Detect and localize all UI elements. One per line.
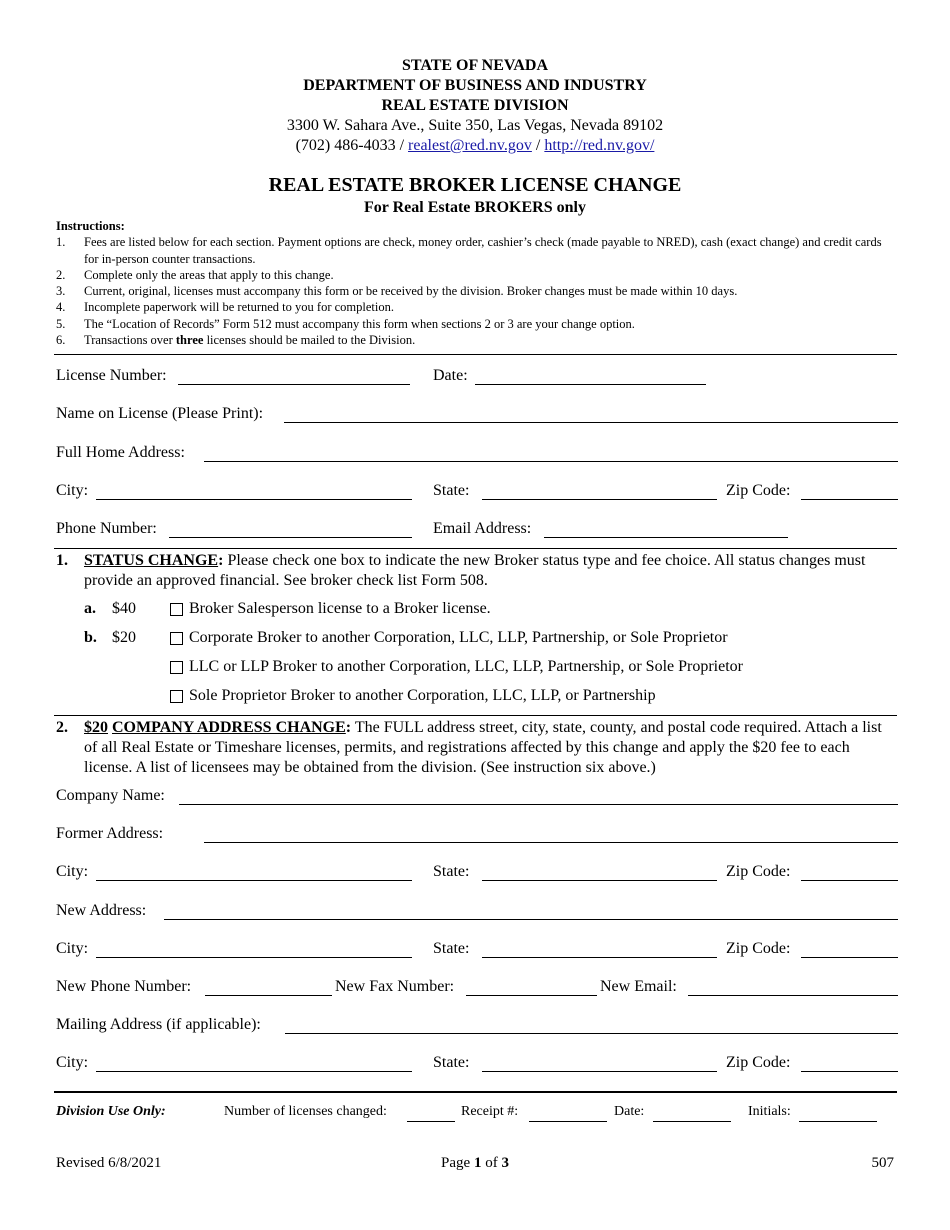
agency-email-link[interactable]: realest@red.nv.gov: [408, 137, 532, 154]
new-address-field[interactable]: [164, 919, 898, 920]
section2-heading: COMPANY ADDRESS CHANGE: [112, 719, 346, 736]
new-zip-field[interactable]: [801, 957, 898, 958]
instruction-item: 2. Complete only the areas that apply to this change.: [56, 267, 334, 282]
agency-website-link[interactable]: http://red.nv.gov/: [544, 137, 655, 154]
home-address-field[interactable]: [204, 461, 898, 462]
new-state-field[interactable]: [482, 957, 717, 958]
former-address-label: Former Address:: [56, 825, 164, 842]
initials-label: Initials:: [748, 1104, 791, 1119]
section1-text: STATUS CHANGE: Please check one box to indicate the new Broker status type and fee choice. All status changes must provide an approved financial. See broker check list Form 508.: [84, 552, 866, 589]
section1-number: 1.: [56, 552, 68, 569]
city-field[interactable]: [96, 499, 412, 500]
instruction-item: 3. Current, original, licenses must accompany this form or be received by the division. Broker changes must be made within 10 days.: [56, 284, 738, 299]
section2-number: 2.: [56, 719, 68, 736]
new-email-label: New Email:: [600, 978, 677, 995]
licenses-changed-field[interactable]: [407, 1121, 455, 1122]
zip-label: Zip Code:: [726, 482, 791, 499]
city-label: City:: [56, 482, 89, 499]
status-checkbox-corporate-broker[interactable]: [170, 632, 183, 645]
page-number: Page 1 of 3: [441, 1155, 509, 1171]
phone-field[interactable]: [169, 537, 412, 538]
agency-state: STATE OF NEVADA: [401, 57, 549, 74]
mailing-address-field[interactable]: [285, 1033, 898, 1034]
company-name-field[interactable]: [179, 804, 898, 805]
new-phone-field[interactable]: [205, 995, 332, 996]
option-fee: $40: [112, 600, 136, 617]
option-label: LLC or LLP Broker to another Corporation, LLC, LLP, Partnership, or Sole Proprietor: [189, 658, 743, 675]
revised-date: Revised 6/8/2021: [56, 1155, 162, 1171]
zip-field[interactable]: [801, 499, 898, 500]
new-fax-label: New Fax Number:: [335, 978, 455, 995]
new-email-field[interactable]: [688, 995, 898, 996]
new-phone-label: New Phone Number:: [56, 978, 192, 995]
mailing-zip-field[interactable]: [801, 1071, 898, 1072]
new-fax-field[interactable]: [466, 995, 597, 996]
license-number-field[interactable]: [178, 384, 410, 385]
company-name-label: Company Name:: [56, 787, 165, 804]
form-title: REAL ESTATE BROKER LICENSE CHANGE: [268, 174, 682, 196]
form-subtitle: For Real Estate BROKERS only: [364, 199, 586, 216]
option-label: Corporate Broker to another Corporation, LLC, LLP, Partnership, or Sole Proprietor: [189, 629, 728, 646]
new-city-label: City:: [56, 940, 89, 957]
name-on-license-field[interactable]: [284, 422, 898, 423]
option-label: Broker Salesperson license to a Broker license.: [189, 600, 491, 617]
form-number: 507: [871, 1155, 894, 1171]
instruction-item: 5. The “Location of Records” Form 512 must accompany this form when sections 2 or 3 are your change option.: [56, 316, 635, 331]
mailing-address-label: Mailing Address (if applicable):: [56, 1016, 261, 1033]
mailing-state-field[interactable]: [482, 1071, 717, 1072]
state-label: State:: [433, 482, 470, 499]
divider: [54, 354, 897, 355]
email-field[interactable]: [544, 537, 788, 538]
former-zip-label: Zip Code:: [726, 863, 791, 880]
division-use-label: Division Use Only:: [56, 1104, 166, 1119]
instructions-heading: Instructions:: [56, 219, 125, 233]
divider: [54, 715, 897, 716]
agency-phone: (702) 486-4033: [295, 137, 396, 154]
instruction-item: 1. Fees are listed below for each section. Payment options are check, money order, cashier’s check (made payable to NRED), cash (exact change) and credit cards for in-person counter transactions.: [56, 235, 882, 266]
state-field[interactable]: [482, 499, 717, 500]
mailing-city-field[interactable]: [96, 1071, 412, 1072]
instructions: [56, 218, 891, 348]
option-letter: a.: [84, 600, 96, 617]
section2-fee: $20: [84, 719, 108, 736]
phone-label: Phone Number:: [56, 520, 157, 537]
new-zip-label: Zip Code:: [726, 940, 791, 957]
initials-field[interactable]: [799, 1121, 877, 1122]
option-label: Sole Proprietor Broker to another Corporation, LLC, LLP, or Partnership: [189, 687, 656, 704]
receipt-field[interactable]: [529, 1121, 607, 1122]
division-date-field[interactable]: [653, 1121, 731, 1122]
division-date-label: Date:: [614, 1104, 645, 1119]
mailing-city-label: City:: [56, 1054, 89, 1071]
receipt-label: Receipt #:: [461, 1104, 519, 1119]
divider: [54, 548, 897, 549]
division-use-divider: [54, 1091, 897, 1093]
former-city-field[interactable]: [96, 880, 412, 881]
mailing-state-label: State:: [433, 1054, 470, 1071]
former-zip-field[interactable]: [801, 880, 898, 881]
new-state-label: State:: [433, 940, 470, 957]
option-fee: $20: [112, 629, 136, 646]
status-checkbox-sole-proprietor[interactable]: [170, 690, 183, 703]
mailing-zip-label: Zip Code:: [726, 1054, 791, 1071]
option-letter: b.: [84, 629, 97, 646]
licenses-changed-label: Number of licenses changed:: [224, 1104, 387, 1119]
former-state-field[interactable]: [482, 880, 717, 881]
home-address-label: Full Home Address:: [56, 444, 185, 461]
new-address-label: New Address:: [56, 902, 147, 919]
section1-heading: STATUS CHANGE: [84, 552, 219, 569]
former-city-label: City:: [56, 863, 89, 880]
agency-division: REAL ESTATE DIVISION: [381, 97, 569, 114]
license-number-label: License Number:: [56, 367, 167, 384]
agency-contact: (702) 486-4033 / realest@red.nv.gov / http://red.nv.gov/: [295, 137, 655, 154]
new-city-field[interactable]: [96, 957, 412, 958]
status-checkbox-broker-salesperson[interactable]: [170, 603, 183, 616]
agency-department: DEPARTMENT OF BUSINESS AND INDUSTRY: [303, 77, 647, 94]
name-on-license-label: Name on License (Please Print):: [56, 405, 264, 422]
former-state-label: State:: [433, 863, 470, 880]
instruction-item: 4. Incomplete paperwork will be returned to you for completion.: [56, 300, 394, 315]
date-field[interactable]: [475, 384, 706, 385]
date-label: Date:: [433, 367, 468, 384]
email-label: Email Address:: [433, 520, 532, 537]
instruction-item: 6. Transactions over three licenses should be mailed to the Division.: [56, 333, 416, 348]
status-checkbox-llc-llp-broker[interactable]: [170, 661, 183, 674]
former-address-field[interactable]: [204, 842, 898, 843]
agency-address: 3300 W. Sahara Ave., Suite 350, Las Vegas, Nevada 89102: [286, 117, 664, 134]
section2-text: $20 COMPANY ADDRESS CHANGE: The FULL address street, city, state, county, and postal code required. Attach a list of all Real Estate or Timeshare licenses, permits, and registrations affected by this change and apply the $20 fee to each license. A list of licensees may be obtained from the division. (See instruction six above.): [84, 719, 882, 776]
